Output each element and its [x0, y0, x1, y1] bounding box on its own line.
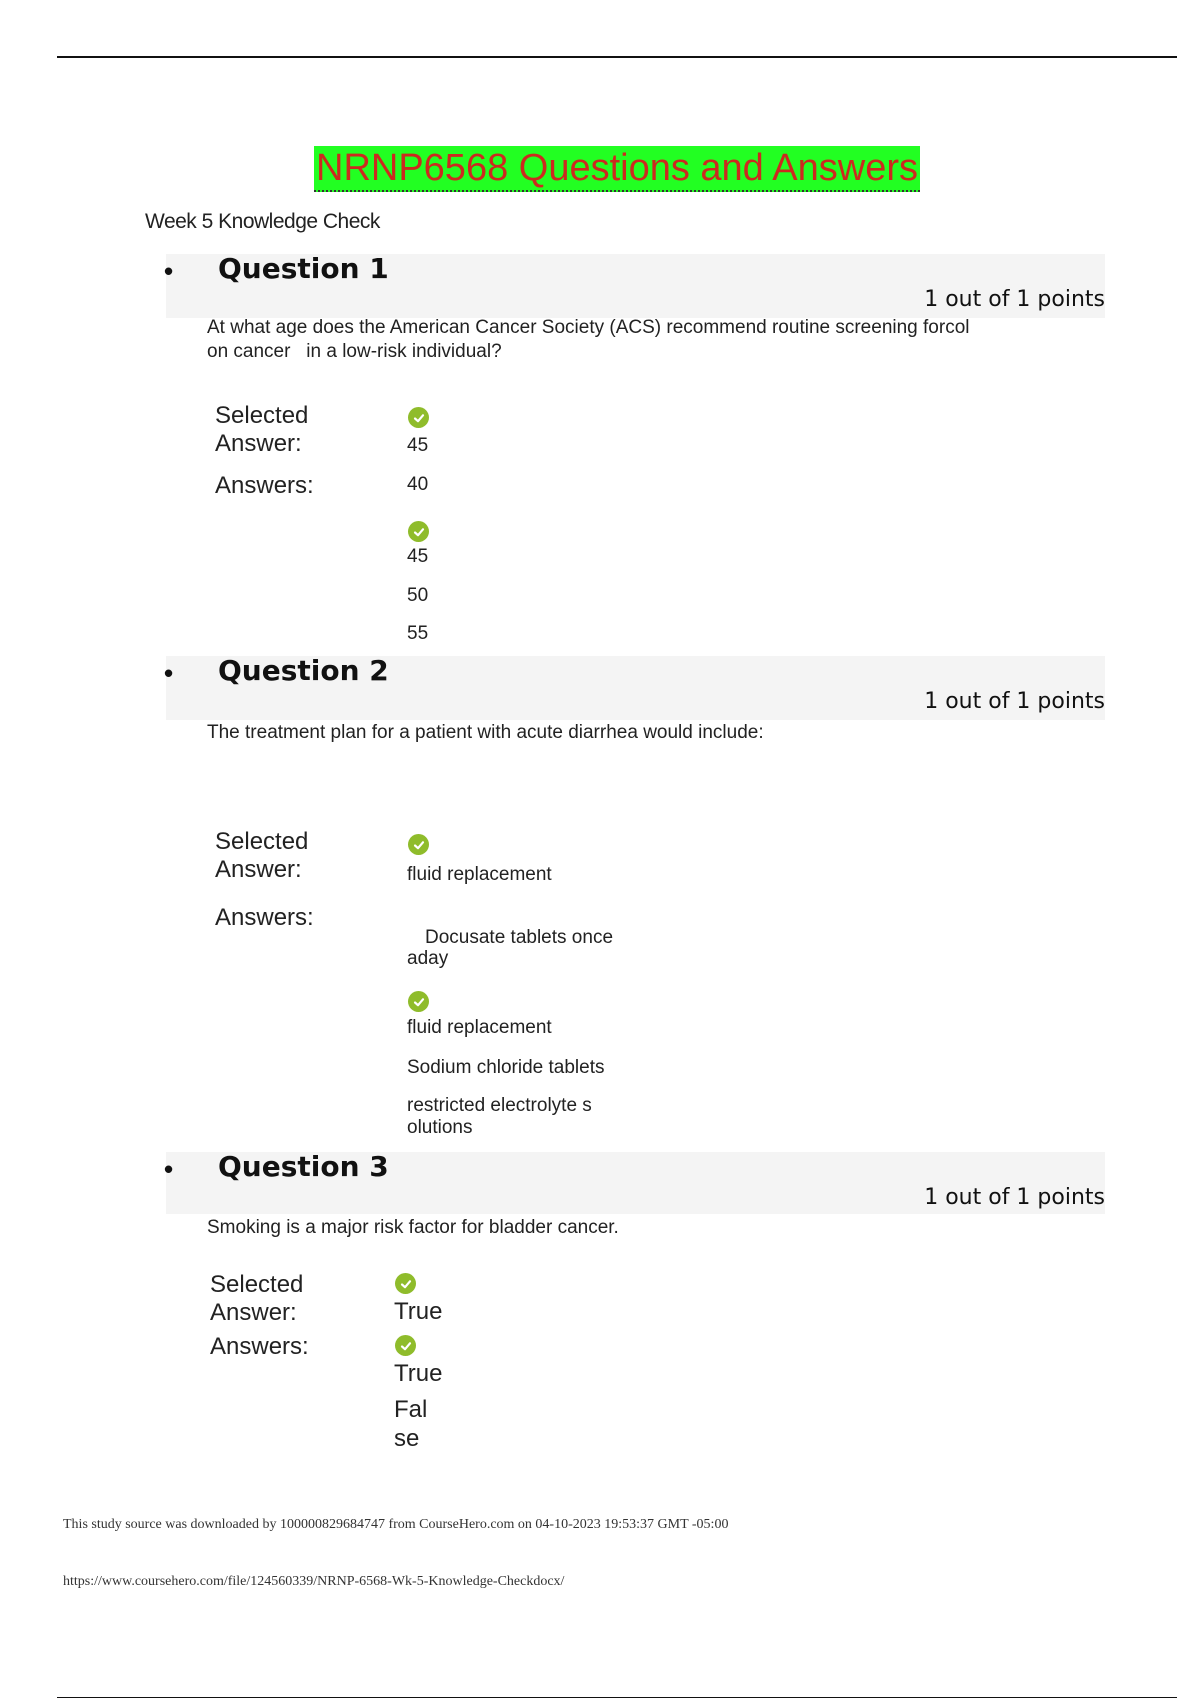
page-title: NRNP6568 Questions and Answers: [314, 146, 920, 192]
question-1-answer-option: 45: [407, 546, 429, 567]
question-1-title: Question 1: [218, 252, 389, 285]
question-2-bullet: •: [164, 658, 174, 688]
question-1-answer-option: 55: [407, 623, 429, 644]
question-3-answer-option: True: [394, 1360, 443, 1387]
question-1-answers-label: Answers:: [215, 472, 314, 499]
question-3-points: 1 out of 1 points: [924, 1185, 1105, 1210]
question-1-selected-label: Selected Answer:: [215, 402, 309, 457]
source-note: This study source was downloaded by 100000829684747 from CourseHero.com on 04-10-2023 19:53:37 GMT -05:00: [63, 1517, 729, 1532]
question-1-answer-option: 50: [407, 585, 429, 606]
question-1-points: 1 out of 1 points: [924, 287, 1105, 312]
question-1-selected-answer: 45: [407, 435, 429, 456]
question-2-answer-option: fluid replacement: [407, 1017, 552, 1038]
question-2-title: Question 2: [218, 654, 389, 687]
question-2-answers-label: Answers:: [215, 904, 314, 931]
question-2-selected-label: Selected Answer:: [215, 828, 309, 883]
question-3-selected-answer: True: [394, 1298, 443, 1325]
page-subtitle: Week 5 Knowledge Check: [145, 210, 380, 233]
question-2-answer-option: restricted electrolyte s: [407, 1095, 592, 1116]
check-circle-icon: [408, 407, 429, 428]
check-circle-icon: [408, 521, 429, 542]
question-1-answer-option: 40: [407, 474, 429, 495]
source-url[interactable]: https://www.coursehero.com/file/124560339/NRNP-6568-Wk-5-Knowledge-Checkdocx/: [63, 1574, 565, 1589]
question-2-answer-option: Docusate tablets once: [425, 927, 614, 948]
question-2-text: The treatment plan for a patient with acute diarrhea would include:: [207, 722, 764, 743]
question-1-bullet: •: [164, 256, 174, 286]
question-2-answer-option: olutions: [407, 1117, 473, 1138]
question-1-text: At what age does the American Cancer Society (ACS) recommend routine screening forcol on cancer in a low-risk individual?: [207, 317, 970, 362]
check-circle-icon: [408, 991, 429, 1012]
question-3-answer-option: se: [394, 1425, 420, 1452]
question-3-title: Question 3: [218, 1150, 389, 1183]
question-2-selected-answer: fluid replacement: [407, 864, 552, 885]
question-3-text: Smoking is a major risk factor for bladder cancer.: [207, 1217, 619, 1238]
question-3-selected-label: Selected Answer:: [210, 1271, 304, 1326]
question-2-answer-option: aday: [407, 948, 449, 969]
question-3-answers-label: Answers:: [210, 1333, 309, 1360]
top-rule: [57, 56, 1177, 58]
check-circle-icon: [408, 834, 429, 855]
check-circle-icon: [395, 1273, 416, 1294]
question-3-bullet: •: [164, 1154, 174, 1184]
question-2-points: 1 out of 1 points: [924, 689, 1105, 714]
bottom-rule: [57, 1697, 1177, 1698]
question-2-answer-option: Sodium chloride tablets: [407, 1057, 605, 1078]
question-3-answer-option: Fal: [394, 1396, 428, 1423]
check-circle-icon: [395, 1335, 416, 1356]
